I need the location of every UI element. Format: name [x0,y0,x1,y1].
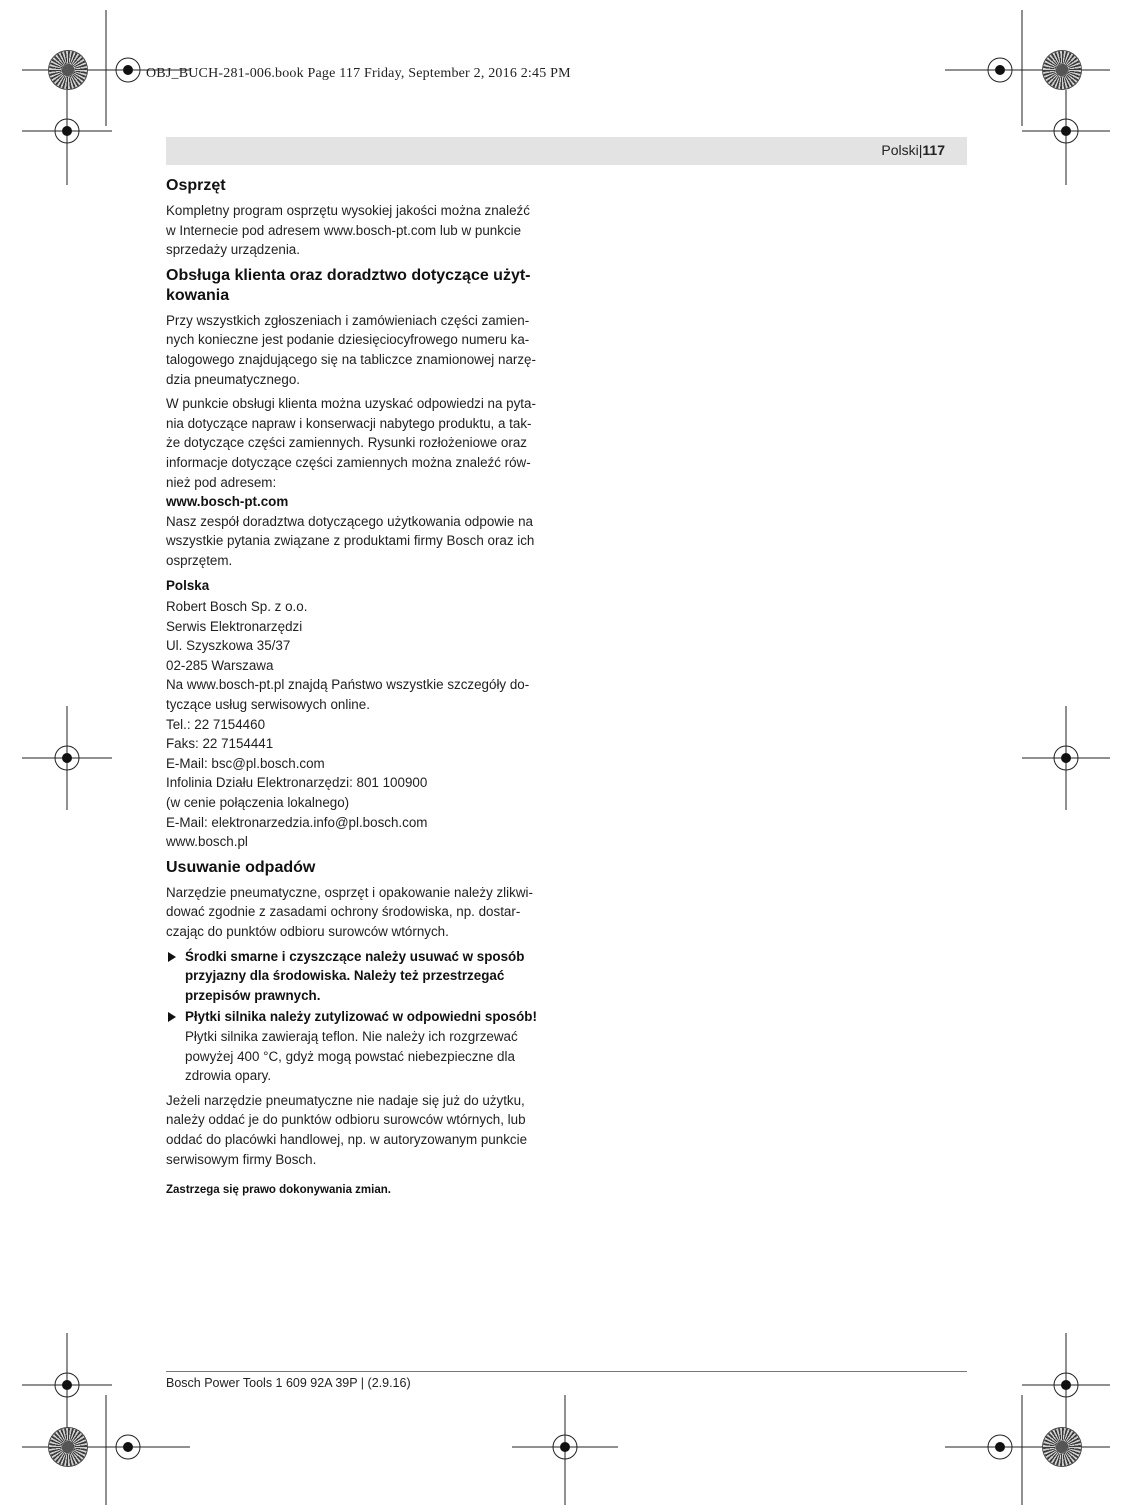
bullet-arrow-icon [168,952,176,962]
text-line: wszystkie pytania związane z produktami firmy Bosch oraz ich [166,533,535,549]
bullet-item [166,1007,552,1085]
print-slug: OBJ_BUCH-281-006.book Page 117 Friday, September 2, 2016 2:45 PM [146,66,571,81]
text-line: oddać do placówki handlowej, np. w autoryzowanym punkcie [166,1131,528,1147]
text-line: nych konieczne jest podanie dziesięciocyfrowego numeru ka- [166,332,530,348]
text-line: talogowego znajdującego się na tabliczce znamionowej narzę- [166,351,536,367]
text-line: w Internecie pod adresem www.bosch-pt.com lub w punkcie [166,222,522,238]
contact-phone: Tel.: 22 7154460 [166,716,266,732]
text-line: nież pod adresem: [166,474,277,490]
main-column [166,176,552,1201]
accessories-paragraph [166,201,552,260]
contact-fax: Faks: 22 7154441 [166,736,274,752]
disposal-intro [166,883,552,942]
contact-line: Na www.bosch-pt.pl znajdą Państwo wszystkie szczegóły do- [166,677,530,693]
section-title-accessories: Osprzęt [166,177,226,194]
text-line: czając do punktów odbioru surowców wtórnych. [166,924,449,939]
contact-line: tyczące usług serwisowych online. [166,697,370,713]
page-footer: Bosch Power Tools 1 609 92A 39P | (2.9.16) [166,1376,411,1390]
contact-line: 02-285 Warszawa [166,657,274,673]
section-title-disposal: Usuwanie odpadów [166,858,316,876]
contact-line: Serwis Elektronarzędzi [166,618,303,634]
bullet-heading: Płytki silnika należy zutylizować w odpowiedni sposób! [185,1009,537,1025]
service-paragraph-1 [166,311,552,389]
contact-email[interactable]: E-Mail: elektronarzedzia.info@pl.bosch.com [166,814,428,830]
text-line: należy oddać je do punktów odbioru surowców wtórnych, lub [166,1112,526,1128]
text-line: Przy wszystkich zgłoszeniach i zamówieniach części zamien- [166,312,530,328]
page-number: 117 [922,142,945,158]
page-header-bar [166,137,967,165]
service-paragraph-2 [166,394,552,512]
contact-email[interactable]: E-Mail: bsc@pl.bosch.com [166,755,325,771]
bullet-text: powyżej 400 °C, gdyż mogą powstać niebezpieczne dla [185,1048,515,1064]
text-line: dzia pneumatycznego. [166,371,300,387]
text-line: Jeżeli narzędzie pneumatyczne nie nadaje się już do użytku, [166,1092,525,1108]
footer-divider [166,1371,967,1372]
text-line: osprzętem. [166,552,233,568]
text-line: że dotyczące części zamiennych. Rysunki rozłożeniowe oraz [166,435,527,451]
contact-line: Ul. Szyszkowa 35/37 [166,638,291,654]
text-line: serwisowym firmy Bosch. [166,1151,317,1167]
title-line: kowania [166,286,230,304]
text-line: informacje dotyczące części zamiennych można znaleźć rów- [166,454,531,470]
bullet-text: Płytki silnika zawierają teflon. Nie należy ich rozgrzewać [185,1028,518,1044]
contact-line: Robert Bosch Sp. z o.o. [166,599,308,615]
registration-target-icon [1043,51,1081,89]
contact-hotline: Infolinia Działu Elektronarzędzi: 801 100900 [166,775,428,791]
service-paragraph-3 [166,512,552,571]
section-title-service [166,266,552,306]
registration-target-icon [1043,1428,1081,1466]
bullet-text: przepisów prawnych. [185,987,321,1003]
text-line: W punkcie obsługi klienta można uzyskać odpowiedzi na pyta- [166,396,536,412]
text-line: nia dotyczące napraw i konserwacji nabytego produktu, a tak- [166,415,532,431]
header-language: Polski [881,142,919,158]
poland-contact-block [166,597,552,852]
bullet-text: zdrowia opary. [185,1068,272,1084]
bullet-text: Środki smarne i czyszczące należy usuwać w sposób [185,948,525,964]
bullet-text: przyjazny dla środowiska. Należy też przestrzegać [185,968,505,984]
text-line: dować zgodnie z zasadami ochrony środowiska, np. dostar- [166,904,521,920]
text-line: Kompletny program osprzętu wysokiej jakości można znaleźć [166,203,530,218]
registration-target-icon [49,1428,87,1466]
page-header [881,142,945,158]
contact-line: (w cenie połączenia lokalnego) [166,795,350,811]
registration-target-icon [49,51,87,89]
text-line: Nasz zespół doradztwa dotyczącego użytkowania odpowie na [166,513,533,529]
website-link[interactable]: www.bosch-pt.com [166,494,289,510]
bullet-arrow-icon [168,1012,176,1022]
rights-notice: Zastrzega się prawo dokonywania zmian. [166,1184,391,1197]
contact-website[interactable]: www.bosch.pl [166,834,248,850]
subsection-title-poland: Polska [166,577,210,593]
text-line: sprzedaży urządzenia. [166,242,300,258]
text-line: Narzędzie pneumatyczne, osprzęt i opakowanie należy zlikwi- [166,884,533,900]
header-separator: | [918,142,923,158]
title-line: Obsługa klienta oraz doradztwo dotyczące użyt- [166,266,531,284]
disposal-closing [166,1091,552,1169]
bullet-item [166,947,552,1006]
